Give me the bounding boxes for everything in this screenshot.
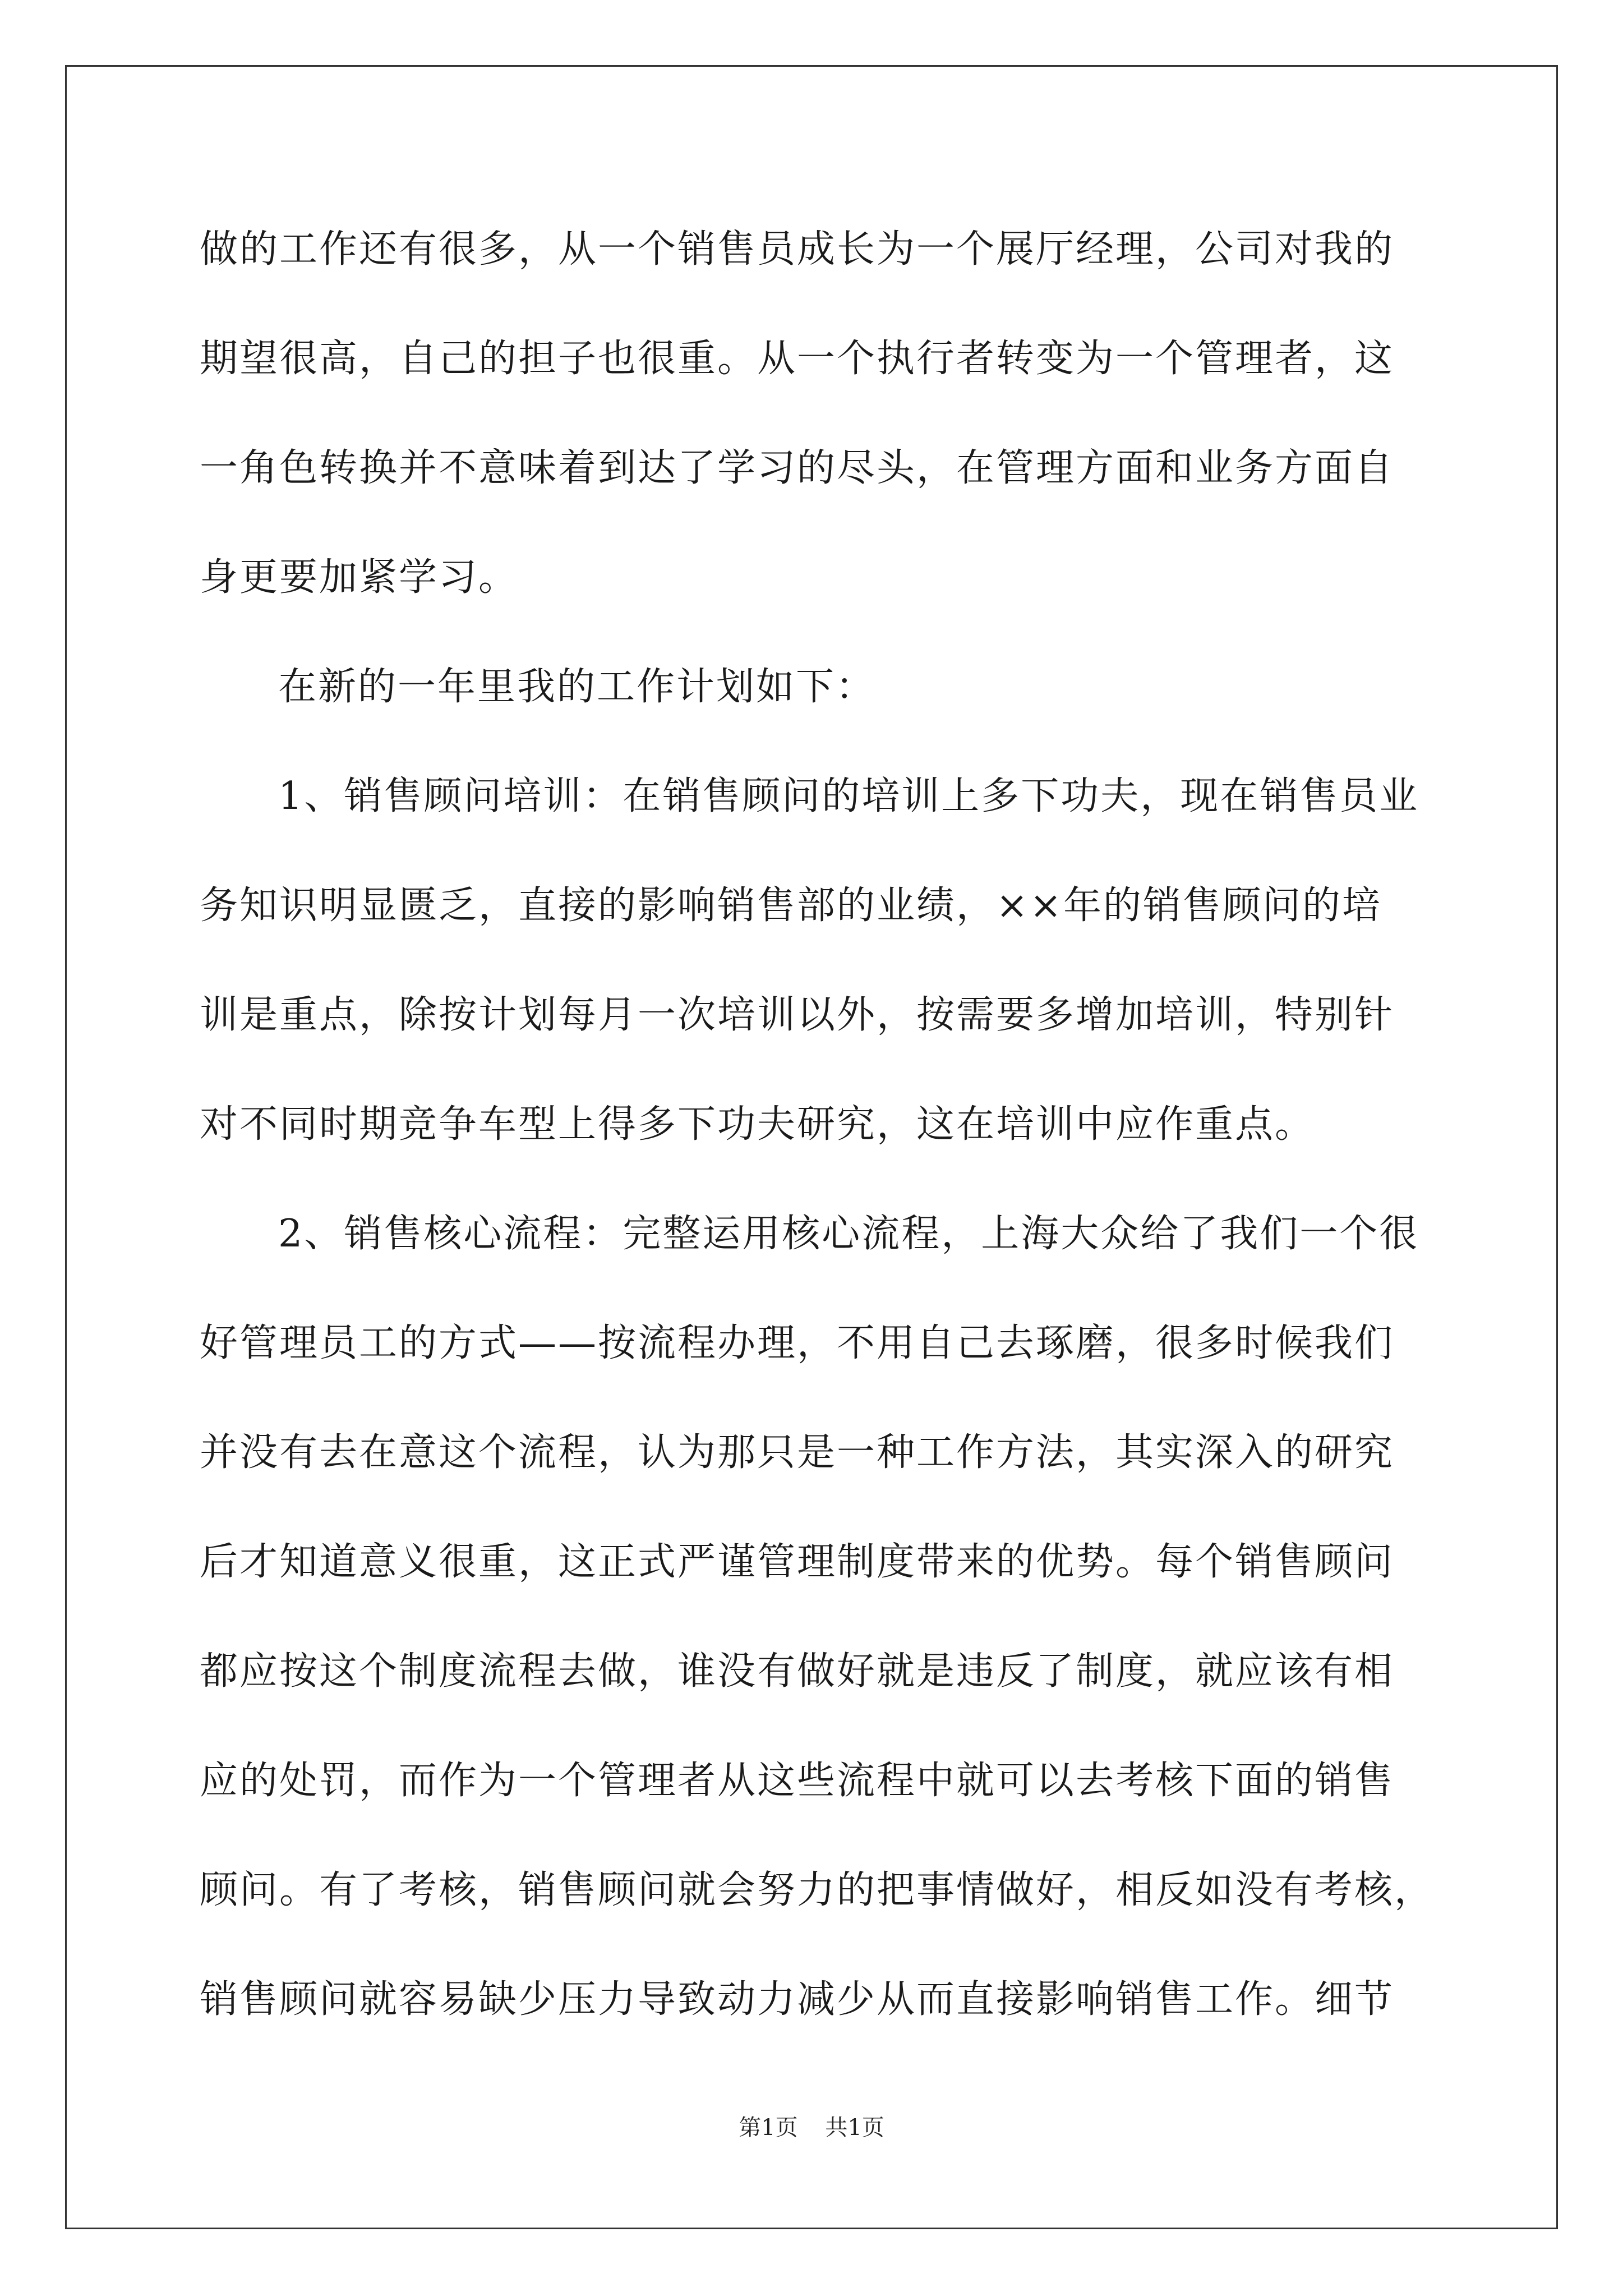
text-line-11: 好管理员工的方式——按流程办理，不用自己去琢磨，很多时候我们 bbox=[200, 1321, 1395, 1365]
text-line-12: 并没有去在意这个流程，认为那只是一种工作方法，其实深入的研究 bbox=[200, 1430, 1395, 1475]
text-line-16: 顾问。有了考核，销售顾问就会努力的把事情做好，相反如没有考核， bbox=[200, 1868, 1435, 1912]
text-line-17: 销售顾问就容易缺少压力导致动力减少从而直接影响销售工作。细节 bbox=[200, 1977, 1395, 2022]
text-line-2: 期望很高，自己的担子也很重。从一个执行者转变为一个管理者，这 bbox=[200, 337, 1395, 381]
page-number: 第1页 bbox=[739, 2115, 798, 2141]
page-footer bbox=[0, 2114, 1623, 2142]
text-line-4: 身更要加紧学习。 bbox=[200, 555, 519, 600]
item-2-heading-line: 2、销售核心流程：完整运用核心流程，上海大众给了我们一个很 bbox=[278, 1212, 1419, 1256]
page-total: 共1页 bbox=[825, 2115, 884, 2141]
text-line-13: 后才知道意义很重，这正式严谨管理制度带来的优势。每个销售顾问 bbox=[200, 1540, 1395, 1584]
paragraph-intro: 在新的一年里我的工作计划如下： bbox=[278, 665, 876, 709]
text-line-14: 都应按这个制度流程去做，谁没有做好就是违反了制度，就应该有相 bbox=[200, 1649, 1395, 1694]
item-1-heading-line: 1、销售顾问培训：在销售顾问的培训上多下功夫，现在销售员业 bbox=[278, 774, 1419, 818]
text-line-8: 训是重点，除按计划每月一次培训以外，按需要多增加培训，特别针 bbox=[200, 993, 1395, 1037]
text-line-1: 做的工作还有很多，从一个销售员成长为一个展厅经理，公司对我的 bbox=[200, 227, 1395, 272]
text-line-9: 对不同时期竞争车型上得多下功夫研究，这在培训中应作重点。 bbox=[200, 1102, 1315, 1147]
text-line-7: 务知识明显匮乏，直接的影响销售部的业绩，××年的销售顾问的培 bbox=[200, 884, 1382, 928]
text-line-15: 应的处罚，而作为一个管理者从这些流程中就可以去考核下面的销售 bbox=[200, 1759, 1395, 1803]
text-line-3: 一角色转换并不意味着到达了学习的尽头，在管理方面和业务方面自 bbox=[200, 446, 1395, 490]
